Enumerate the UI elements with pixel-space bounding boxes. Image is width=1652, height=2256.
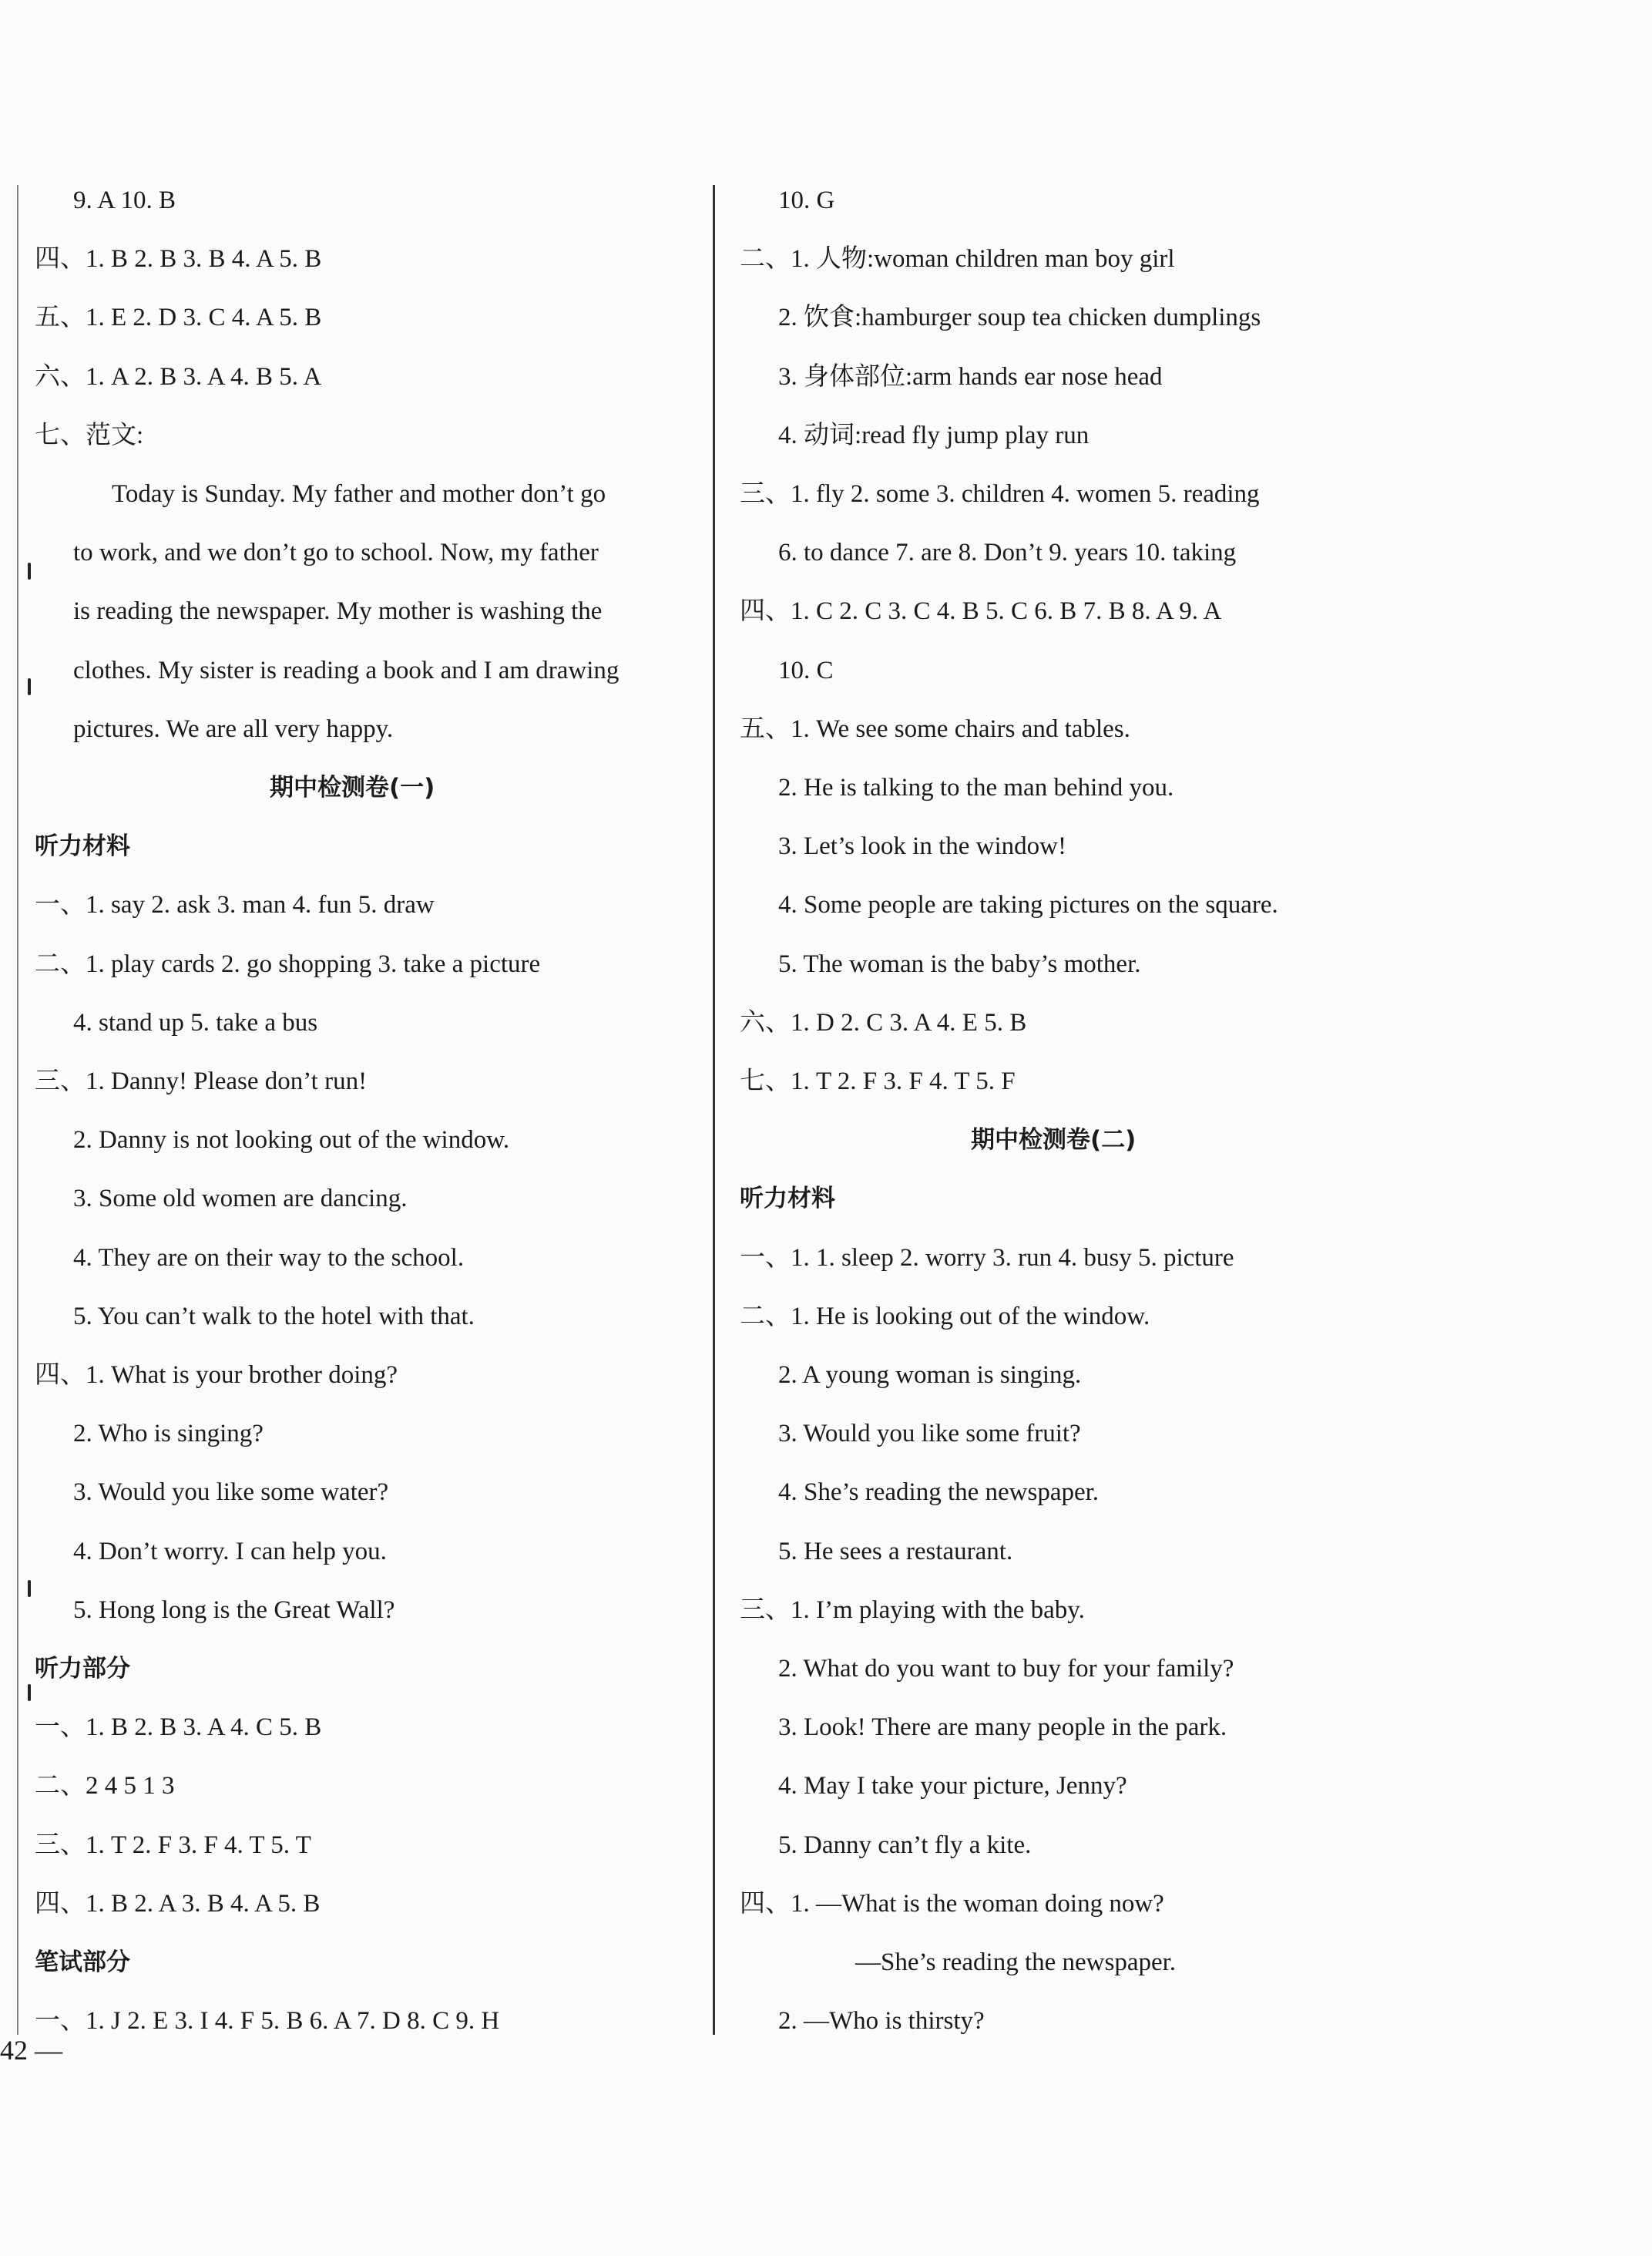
answer-line: —She’s reading the newspaper.	[855, 1948, 1177, 1976]
answer-line: is reading the newspaper. My mother is washing the	[73, 597, 603, 626]
answer-line: 4. Some people are taking pictures on the square.	[778, 891, 1278, 920]
answer-line: 10. G	[778, 187, 835, 214]
column-divider	[713, 185, 715, 2035]
answer-line: 六、1. D 2. C 3. A 4. E 5. B	[740, 1008, 1027, 1037]
answer-line: 六、1. A 2. B 3. A 4. B 5. A	[35, 362, 322, 391]
section-title: 期中检测卷(一)	[270, 774, 435, 802]
answer-line: 2. A young woman is singing.	[778, 1361, 1082, 1389]
answer-line: 5. He sees a restaurant.	[778, 1537, 1013, 1565]
answer-line: 三、1. Danny! Please don’t run!	[35, 1067, 368, 1095]
answer-line: 4. Don’t worry. I can help you.	[73, 1537, 387, 1565]
answer-line: 七、1. T 2. F 3. F 4. T 5. F	[740, 1067, 1016, 1095]
section-heading: 听力部分	[35, 1655, 130, 1683]
binding-mark	[28, 1684, 31, 1701]
answer-line: 5. The woman is the baby’s mother.	[778, 950, 1141, 978]
answer-line: 6. to dance 7. are 8. Don’t 9. years 10. taking	[778, 539, 1237, 567]
answer-line: 五、1. We see some chairs and tables.	[740, 714, 1130, 743]
answer-line: clothes. My sister is reading a book and I am drawing	[73, 656, 620, 684]
answer-line: 七、范文:	[35, 421, 144, 449]
answer-line: 2. 饮食:hamburger soup tea chicken dumplings	[778, 304, 1261, 332]
binding-mark	[28, 1580, 31, 1597]
answer-line: 四、1. C 2. C 3. C 4. B 5. C 6. B 7. B 8. A 9. A	[740, 597, 1222, 626]
answer-line: 二、1. play cards 2. go shopping 3. take a picture	[35, 950, 541, 978]
page-number: 42 —	[0, 2035, 62, 2066]
answer-line: 5. Danny can’t fly a kite.	[778, 1831, 1032, 1859]
answer-line: 二、1. 人物:woman children man boy girl	[740, 245, 1175, 274]
answer-line: 3. Look! There are many people in the park.	[778, 1713, 1227, 1742]
answer-line: 4. May I take your picture, Jenny?	[778, 1772, 1127, 1800]
answer-line: 四、1. —What is the woman doing now?	[740, 1889, 1164, 1918]
answer-line: 3. Would you like some fruit?	[778, 1420, 1081, 1448]
answer-line: 一、1. 1. sleep 2. worry 3. run 4. busy 5. picture	[740, 1243, 1234, 1272]
answer-line: 2. Who is singing?	[73, 1420, 264, 1448]
answer-line: 三、1. T 2. F 3. F 4. T 5. T	[35, 1831, 311, 1859]
answer-line: 一、1. J 2. E 3. I 4. F 5. B 6. A 7. D 8. C 9. H	[35, 2007, 500, 2036]
answer-line: pictures. We are all very happy.	[73, 714, 394, 743]
binding-mark	[28, 678, 31, 695]
answer-line: 10. C	[778, 656, 834, 684]
answer-line: 4. stand up 5. take a bus	[73, 1008, 318, 1037]
answer-line: 4. They are on their way to the school.	[73, 1243, 465, 1272]
answer-line: 3. Let’s look in the window!	[778, 832, 1066, 861]
answer-line: 三、1. fly 2. some 3. children 4. women 5. reading	[740, 480, 1260, 508]
answer-line: 2. What do you want to buy for your family?	[778, 1655, 1234, 1683]
answer-line: 四、1. B 2. B 3. B 4. A 5. B	[35, 245, 322, 274]
answer-line: 四、1. B 2. A 3. B 4. A 5. B	[35, 1889, 321, 1918]
answer-line: 3. Would you like some water?	[73, 1478, 389, 1507]
answer-line: 二、1. He is looking out of the window.	[740, 1302, 1150, 1330]
answer-line: 2. —Who is thirsty?	[778, 2007, 985, 2036]
answer-line: 2. He is talking to the man behind you.	[778, 774, 1174, 802]
answer-line: 一、1. say 2. ask 3. man 4. fun 5. draw	[35, 891, 435, 920]
answer-line: 4. She’s reading the newspaper.	[778, 1478, 1100, 1507]
answer-line: 四、1. What is your brother doing?	[35, 1361, 398, 1389]
answer-line: 五、1. E 2. D 3. C 4. A 5. B	[35, 304, 322, 332]
answer-line: 5. Hong long is the Great Wall?	[73, 1595, 395, 1624]
answer-line: 三、1. I’m playing with the baby.	[740, 1595, 1085, 1624]
binding-mark	[28, 563, 31, 580]
answer-line: 4. 动词:read fly jump play run	[778, 421, 1090, 449]
answer-line: 3. Some old women are dancing.	[73, 1185, 408, 1213]
answer-line: Today is Sunday. My father and mother don’t go	[112, 480, 606, 508]
section-heading: 听力材料	[35, 832, 130, 861]
section-heading: 听力材料	[740, 1185, 835, 1213]
answer-line: 二、2 4 5 1 3	[35, 1772, 175, 1800]
answer-line: 9. A 10. B	[73, 187, 176, 214]
left-margin-line	[17, 185, 18, 2035]
answer-line: to work, and we don’t go to school. Now, my father	[73, 539, 599, 567]
answer-line: 5. You can’t walk to the hotel with that.	[73, 1302, 475, 1330]
section-heading: 笔试部分	[35, 1948, 130, 1976]
answer-line: 一、1. B 2. B 3. A 4. C 5. B	[35, 1713, 322, 1742]
answer-line: 2. Danny is not looking out of the window.	[73, 1126, 510, 1155]
answer-line: 3. 身体部位:arm hands ear nose head	[778, 362, 1163, 391]
section-title: 期中检测卷(二)	[971, 1126, 1137, 1155]
